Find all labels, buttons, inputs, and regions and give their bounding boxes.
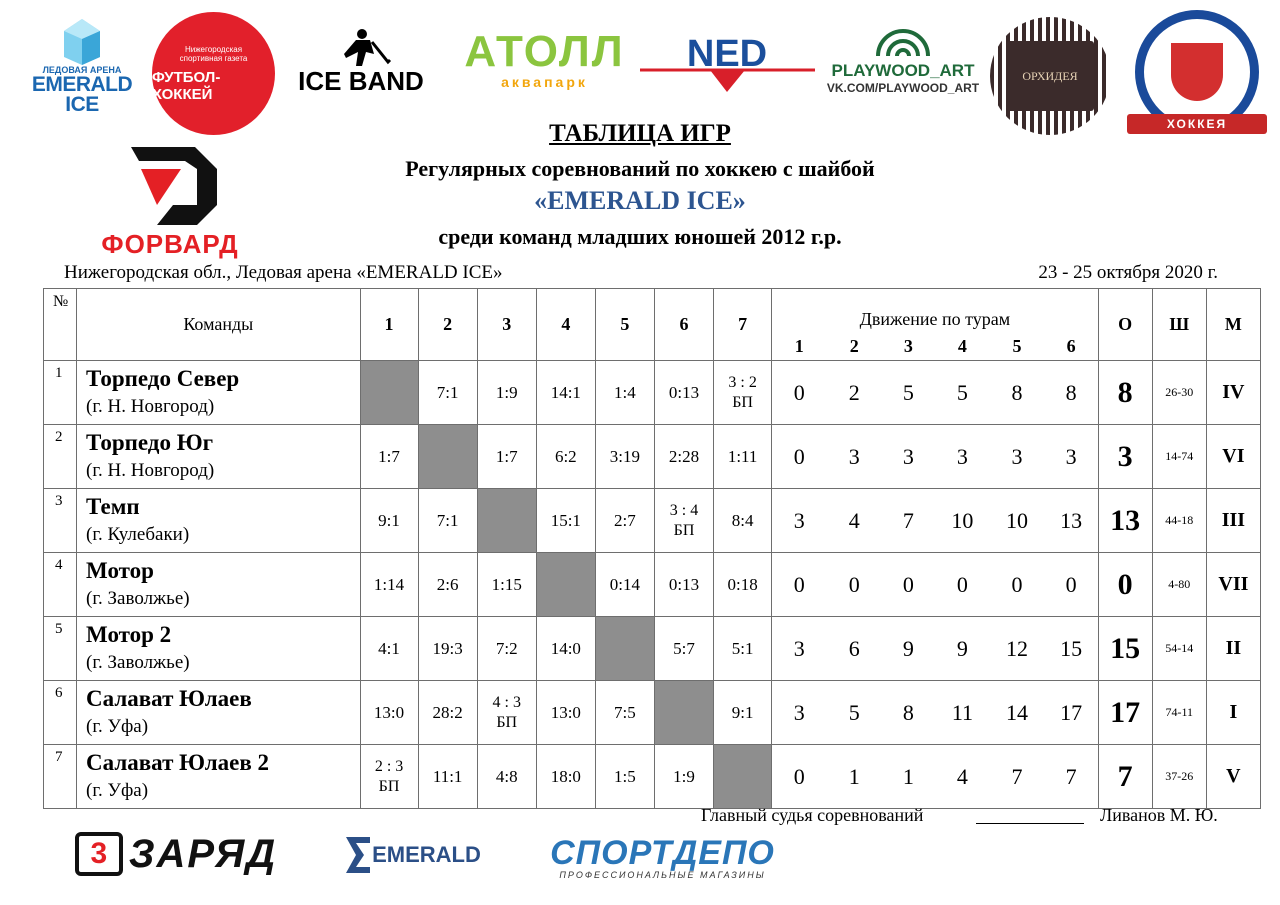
score-cell: 0:13	[654, 553, 713, 617]
tour-points-cell: 0	[990, 553, 1044, 617]
score-cell: 1:11	[714, 425, 772, 489]
header-teams: Команды	[77, 289, 360, 361]
team-name: Салават Юлаев	[86, 685, 252, 711]
team-cell	[77, 361, 360, 425]
orchid-word: ОРХИДЕЯ	[1006, 41, 1094, 111]
self-match-cell	[654, 681, 713, 745]
tour-points-cell: 0	[772, 425, 827, 489]
team-name: Салават Юлаев 2	[86, 749, 270, 775]
score-cell: 13:0	[360, 681, 418, 745]
hockey-player-icon	[332, 28, 392, 68]
team-city: (г. Уфа)	[86, 715, 149, 737]
tour-points-cell: 12	[990, 617, 1044, 681]
zaryad-word: ЗАРЯД	[128, 831, 278, 876]
team-number: 7	[44, 745, 77, 809]
tour-points-cell: 5	[882, 361, 935, 425]
place-cell: V	[1206, 745, 1260, 809]
signature-line	[976, 823, 1084, 824]
header-tour-3: 3	[882, 333, 935, 361]
tour-points-cell: 11	[935, 681, 990, 745]
place-cell: IV	[1206, 361, 1260, 425]
tour-points-cell: 0	[772, 745, 827, 809]
place-cell: VI	[1206, 425, 1260, 489]
tour-points-cell: 3	[772, 489, 827, 553]
page-subtitle: Регулярных соревнований по хоккею с шайбой	[405, 156, 875, 181]
federation-ribbon: ХОККЕЯ	[1127, 114, 1267, 134]
score-cell: 1:7	[360, 425, 418, 489]
score-cell: 7:1	[418, 489, 477, 553]
tour-points-cell: 3	[772, 681, 827, 745]
event-dates: 23 - 25 октября 2020 г.	[1038, 262, 1218, 283]
score-cell: 2:7	[595, 489, 654, 553]
team-name: Темп	[86, 493, 140, 519]
header-goals: Ш	[1152, 289, 1206, 361]
tour-points-cell: 3	[827, 425, 882, 489]
score-cell: 14:1	[536, 361, 595, 425]
points-cell: 15	[1098, 617, 1152, 681]
team-city: (г. Кулебаки)	[86, 523, 190, 545]
header-tour-6: 6	[1044, 333, 1098, 361]
tour-points-cell: 8	[990, 361, 1044, 425]
sportdepo-caption: ПРОФЕССИОНАЛЬНЫЕ МАГАЗИНЫ	[559, 869, 766, 880]
points-cell: 3	[1098, 425, 1152, 489]
header-points: О	[1098, 289, 1152, 361]
score-cell: 9:1	[714, 681, 772, 745]
score-cell: 11:1	[418, 745, 477, 809]
table-row	[44, 681, 1261, 745]
tour-points-cell: 0	[827, 553, 882, 617]
tour-points-cell: 8	[1044, 361, 1098, 425]
team-city: (г. Н. Новгород)	[86, 459, 215, 481]
tour-points-cell: 1	[882, 745, 935, 809]
team-cell	[77, 617, 360, 681]
score-cell: 4:8	[477, 745, 536, 809]
futbol-hokkey-logo	[152, 12, 275, 135]
tour-points-cell: 9	[935, 617, 990, 681]
atoll-caption: аквапарк	[501, 74, 588, 90]
sportdepo-logo	[515, 835, 810, 880]
team-cell	[77, 745, 360, 809]
ned-emblem-icon	[640, 22, 815, 92]
shootout-mark: БП	[496, 713, 518, 731]
team-cell	[77, 489, 360, 553]
score-cell: 2:6	[418, 553, 477, 617]
score-cell: 1:9	[477, 361, 536, 425]
ned-logo	[640, 22, 815, 92]
goals-cell: 14-74	[1152, 425, 1206, 489]
tour-points-cell: 6	[827, 617, 882, 681]
judge-name: Ливанов М. Ю.	[1100, 805, 1218, 825]
playwood-logo	[818, 24, 988, 102]
team-number: 5	[44, 617, 77, 681]
venue: Нижегородская обл., Ледовая арена «EMERALD ICE»	[64, 262, 503, 283]
self-match-cell	[536, 553, 595, 617]
tour-points-cell: 7	[990, 745, 1044, 809]
place-cell: VII	[1206, 553, 1260, 617]
score-cell: 0:13	[654, 361, 713, 425]
score-cell: 7:1	[418, 361, 477, 425]
tour-points-cell: 1	[827, 745, 882, 809]
score-cell: 3:19	[595, 425, 654, 489]
goals-cell: 4-80	[1152, 553, 1206, 617]
tour-points-cell: 10	[990, 489, 1044, 553]
tour-points-cell: 0	[772, 361, 827, 425]
header-tour-1: 1	[772, 333, 827, 361]
score-cell: 4:1	[360, 617, 418, 681]
score-cell: 1:4	[595, 361, 654, 425]
table-row	[44, 617, 1261, 681]
self-match-cell	[595, 617, 654, 681]
futbol-logo-word: ФУТБОЛ-ХОККЕЙ	[152, 68, 221, 103]
score-value: 2 : 3	[374, 757, 404, 775]
score-cell: 7:5	[595, 681, 654, 745]
header-col-5: 5	[595, 289, 654, 361]
score-value: 3 : 4	[669, 501, 699, 519]
atoll-logo	[452, 20, 637, 100]
ned-word: NED	[686, 33, 768, 75]
score-cell: 1:14	[360, 553, 418, 617]
results-table	[43, 288, 1261, 809]
tour-points-cell: 4	[827, 489, 882, 553]
tour-points-cell: 17	[1044, 681, 1098, 745]
table-row	[44, 489, 1261, 553]
score-cell: 5:7	[654, 617, 713, 681]
self-match-cell	[360, 361, 418, 425]
self-match-cell	[714, 745, 772, 809]
team-name: Торпедо Север	[86, 365, 240, 391]
shootout-mark: БП	[732, 393, 753, 411]
tour-points-cell: 14	[990, 681, 1044, 745]
header-col-2: 2	[418, 289, 477, 361]
emerald-logo-ice: ICE	[65, 92, 99, 116]
tour-points-cell: 13	[1044, 489, 1098, 553]
goals-cell: 26-30	[1152, 361, 1206, 425]
tour-points-cell: 3	[772, 617, 827, 681]
score-cell: 1:7	[477, 425, 536, 489]
score-cell	[714, 361, 772, 425]
tour-points-cell: 4	[935, 745, 990, 809]
age-group: среди команд младших юношей 2012 г.р.	[438, 224, 842, 249]
goals-cell: 37-26	[1152, 745, 1206, 809]
header-tour-2: 2	[827, 333, 882, 361]
place-cell: II	[1206, 617, 1260, 681]
table-row	[44, 425, 1261, 489]
place-cell: I	[1206, 681, 1260, 745]
points-cell: 0	[1098, 553, 1152, 617]
team-number: 2	[44, 425, 77, 489]
header-col-7: 7	[714, 289, 772, 361]
score-cell: 1:9	[654, 745, 713, 809]
tour-points-cell: 0	[935, 553, 990, 617]
score-cell: 19:3	[418, 617, 477, 681]
header-tour-4: 4	[935, 333, 990, 361]
tour-points-cell: 0	[772, 553, 827, 617]
event-name: «EMERALD ICE»	[534, 186, 746, 215]
team-cell	[77, 553, 360, 617]
ice-crystal-icon	[42, 17, 122, 65]
tour-points-cell: 9	[882, 617, 935, 681]
tour-points-cell: 8	[882, 681, 935, 745]
judge-label: Главный судья соревнований	[701, 805, 924, 825]
tour-points-cell: 0	[882, 553, 935, 617]
header-tours: Движение по турам	[772, 289, 1098, 333]
score-cell: 14:0	[536, 617, 595, 681]
team-name: Торпедо Юг	[86, 429, 214, 455]
tour-points-cell: 2	[827, 361, 882, 425]
futbol-logo-caption: Нижегородская спортивная газета	[179, 44, 248, 63]
team-number: 3	[44, 489, 77, 553]
emerald-sport-logo	[330, 832, 495, 878]
score-cell: 6:2	[536, 425, 595, 489]
sportdepo-word: СПОРТДЕПО	[550, 833, 775, 872]
team-city: (г. Заволжье)	[86, 651, 190, 673]
tour-points-cell: 10	[935, 489, 990, 553]
team-number: 6	[44, 681, 77, 745]
score-value: 4 : 3	[492, 693, 521, 711]
playwood-url: VK.COM/PLAYWOOD_ART	[826, 81, 980, 95]
tour-points-cell: 3	[1044, 425, 1098, 489]
team-number: 4	[44, 553, 77, 617]
emerald-ice-logo	[18, 8, 146, 123]
score-value: 3 : 2	[728, 373, 757, 391]
shootout-mark: БП	[673, 521, 695, 539]
tree-rings-icon	[873, 26, 933, 56]
header-col-1: 1	[360, 289, 418, 361]
tour-points-cell: 5	[827, 681, 882, 745]
place-cell: III	[1206, 489, 1260, 553]
score-cell: 13:0	[536, 681, 595, 745]
team-cell	[77, 425, 360, 489]
header-col-4: 4	[536, 289, 595, 361]
tour-points-cell: 15	[1044, 617, 1098, 681]
score-cell: 15:1	[536, 489, 595, 553]
tour-points-cell: 3	[990, 425, 1044, 489]
points-cell: 13	[1098, 489, 1152, 553]
score-cell: 8:4	[714, 489, 772, 553]
playwood-word: PLAYWOOD_ART	[831, 61, 975, 80]
team-city: (г. Заволжье)	[86, 587, 190, 609]
header-place: М	[1206, 289, 1260, 361]
atoll-word: АТОЛЛ	[464, 27, 625, 76]
self-match-cell	[418, 425, 477, 489]
tour-points-cell: 7	[882, 489, 935, 553]
goals-cell: 54-14	[1152, 617, 1206, 681]
tour-points-cell: 3	[882, 425, 935, 489]
self-match-cell	[477, 489, 536, 553]
score-cell: 1:5	[595, 745, 654, 809]
table-row	[44, 361, 1261, 425]
ice-band-word: ICE BAND	[298, 66, 424, 96]
team-cell	[77, 681, 360, 745]
team-city: (г. Уфа)	[86, 779, 149, 801]
score-cell: 2:28	[654, 425, 713, 489]
goals-cell: 74-11	[1152, 681, 1206, 745]
score-cell: 0:18	[714, 553, 772, 617]
emerald-sport-word: EMERALD	[372, 842, 481, 867]
shield-icon	[1171, 43, 1223, 101]
team-number: 1	[44, 361, 77, 425]
sigma-icon	[344, 835, 372, 875]
score-cell: 7:2	[477, 617, 536, 681]
team-city: (г. Н. Новгород)	[86, 395, 215, 417]
score-cell: 9:1	[360, 489, 418, 553]
table-row	[44, 553, 1261, 617]
shootout-mark: БП	[378, 777, 400, 795]
ice-band-logo	[282, 22, 440, 107]
goals-cell: 44-18	[1152, 489, 1206, 553]
header-col-6: 6	[654, 289, 713, 361]
header-number: №	[44, 289, 77, 361]
tour-points-cell: 7	[1044, 745, 1098, 809]
score-cell: 1:15	[477, 553, 536, 617]
tour-points-cell: 3	[935, 425, 990, 489]
score-cell: 18:0	[536, 745, 595, 809]
points-cell: 17	[1098, 681, 1152, 745]
header-tour-5: 5	[990, 333, 1044, 361]
team-name: Мотор 2	[86, 621, 172, 647]
tour-points-cell: 0	[1044, 553, 1098, 617]
emerald-logo-caption: ЛЕДОВАЯ АРЕНА	[42, 64, 122, 75]
score-cell	[360, 745, 418, 809]
emerald-logo-word: EMERALD	[31, 72, 133, 96]
header-col-3: 3	[477, 289, 536, 361]
points-cell: 7	[1098, 745, 1152, 809]
points-cell: 8	[1098, 361, 1152, 425]
page-title: ТАБЛИЦА ИГР	[549, 120, 731, 147]
tour-points-cell: 5	[935, 361, 990, 425]
score-cell	[654, 489, 713, 553]
results-body	[44, 361, 1261, 809]
federation-logo	[1122, 8, 1272, 136]
zaryad-logo	[36, 826, 316, 882]
score-cell	[477, 681, 536, 745]
score-cell: 5:1	[714, 617, 772, 681]
orchid-logo	[990, 17, 1110, 135]
team-name: Мотор	[86, 557, 154, 583]
score-cell: 0:14	[595, 553, 654, 617]
forward-word: ФОРВАРД	[101, 228, 239, 259]
zaryad-emblem-icon: 3	[75, 832, 123, 876]
table-row	[44, 745, 1261, 809]
score-cell: 28:2	[418, 681, 477, 745]
